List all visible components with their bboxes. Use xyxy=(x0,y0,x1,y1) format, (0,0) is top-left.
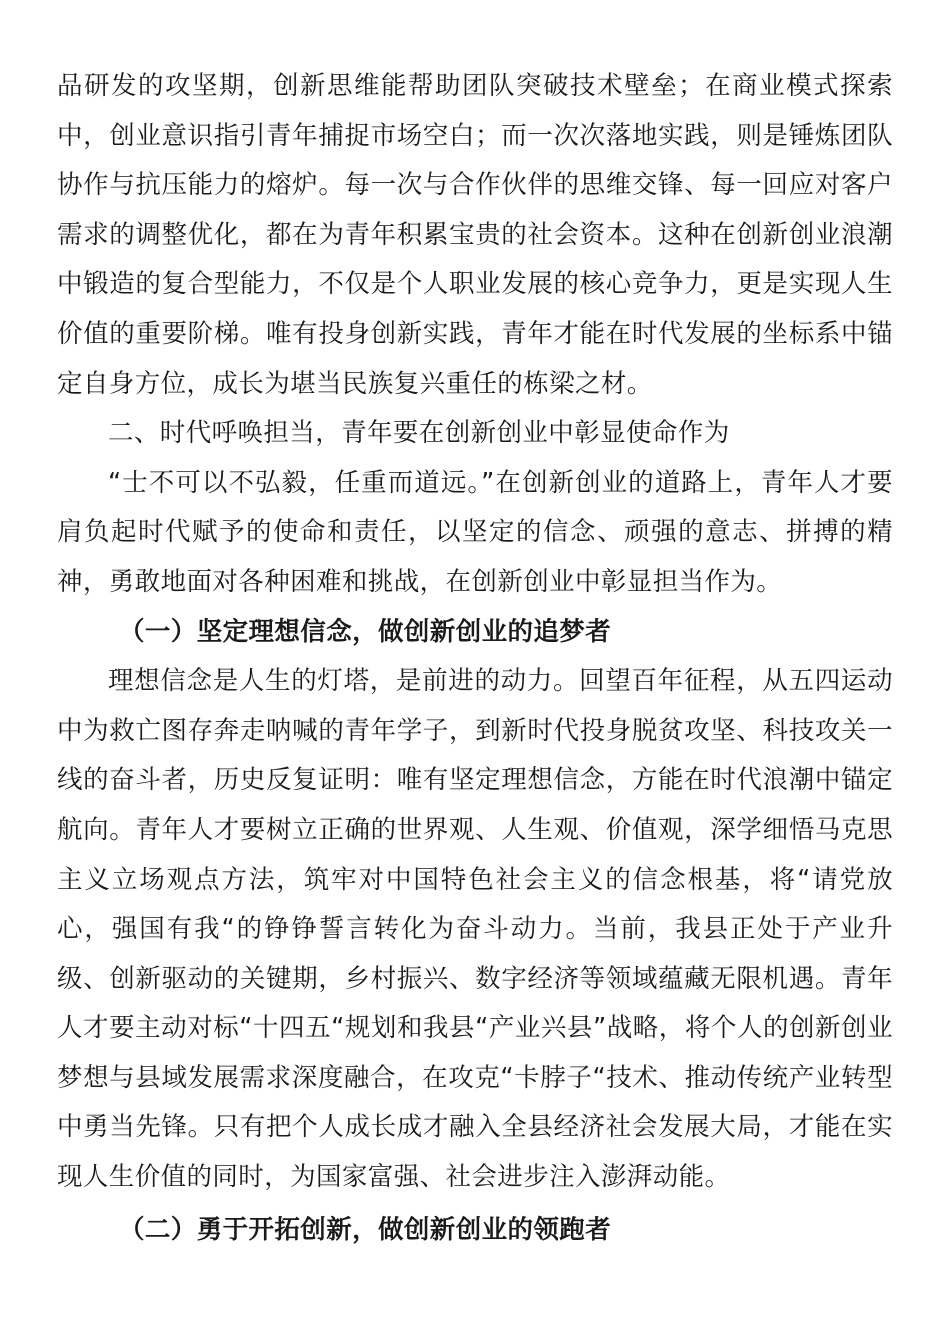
document-page xyxy=(57,62,893,1255)
body-paragraph-2: “士不可以不弘毅，任重而道远。”在创新创业的道路上，青年人才要肩负起时代赋予的使命和责任，以坚定的信念、顽强的意志、拼搏的精神，勇敢地面对各种困难和挑战，在创新创业中彰显担当作为。 xyxy=(57,467,893,597)
subsection-heading-1: （一）坚定理想信念，做创新创业的追梦者 xyxy=(119,616,612,647)
body-paragraph-1: 品研发的攻坚期，创新思维能帮助团队突破技术壁垒；在商业模式探索中，创业意识指引青年捕捉市场空白；而一次次落地实践，则是锤炼团队协作与抗压能力的熔炉。每一次与合作伙伴的思维交锋、每一回应对客户需求的调整优化，都在为青年积累宝贵的社会资本。这种在创新创业浪潮中锻造的复合型能力，不仅是个人职业发展的核心竞争力，更是实现人生价值的重要阶梯。唯有投身创新实践，青年才能在时代发展的坐标系中锚定自身方位，成长为堪当民族复兴重任的栋梁之材。 xyxy=(57,71,893,399)
section-heading-2: 二、时代呼唤担当，青年要在创新创业中彰显使命作为 xyxy=(108,418,730,449)
body-paragraph-3: 理想信念是人生的灯塔，是前进的动力。回望百年征程，从五四运动中为救亡图存奔走呐喊的青年学子，到新时代投身脱贫攻坚、科技攻关一线的奋斗者，历史反复证明：唯有坚定理想信念，方能在时代浪潮中锚定航向。青年人才要树立正确的世界观、人生观、价值观，深学细悟马克思主义立场观点方法，筑牢对中国特色社会主义的信念根基，将“请党放心，强国有我“的铮铮誓言转化为奋斗动力。当前，我县正处于产业升级、创新驱动的关键期，乡村振兴、数字经济等领域蕴藏无限机遇。青年人才要主动对标“十四五“规划和我县“产业兴县”战略，将个人的创新创业梦想与县域发展需求深度融合，在攻克“卡脖子“技术、推动传统产业转型中勇当先锋。只有把个人成长成才融入全县经济社会发展大局，才能在实现人生价值的同时，为国家富强、社会进步注入澎湃动能。 xyxy=(57,666,893,1193)
subsection-heading-2: （二）勇于开拓创新，做创新创业的领跑者 xyxy=(119,1214,612,1245)
